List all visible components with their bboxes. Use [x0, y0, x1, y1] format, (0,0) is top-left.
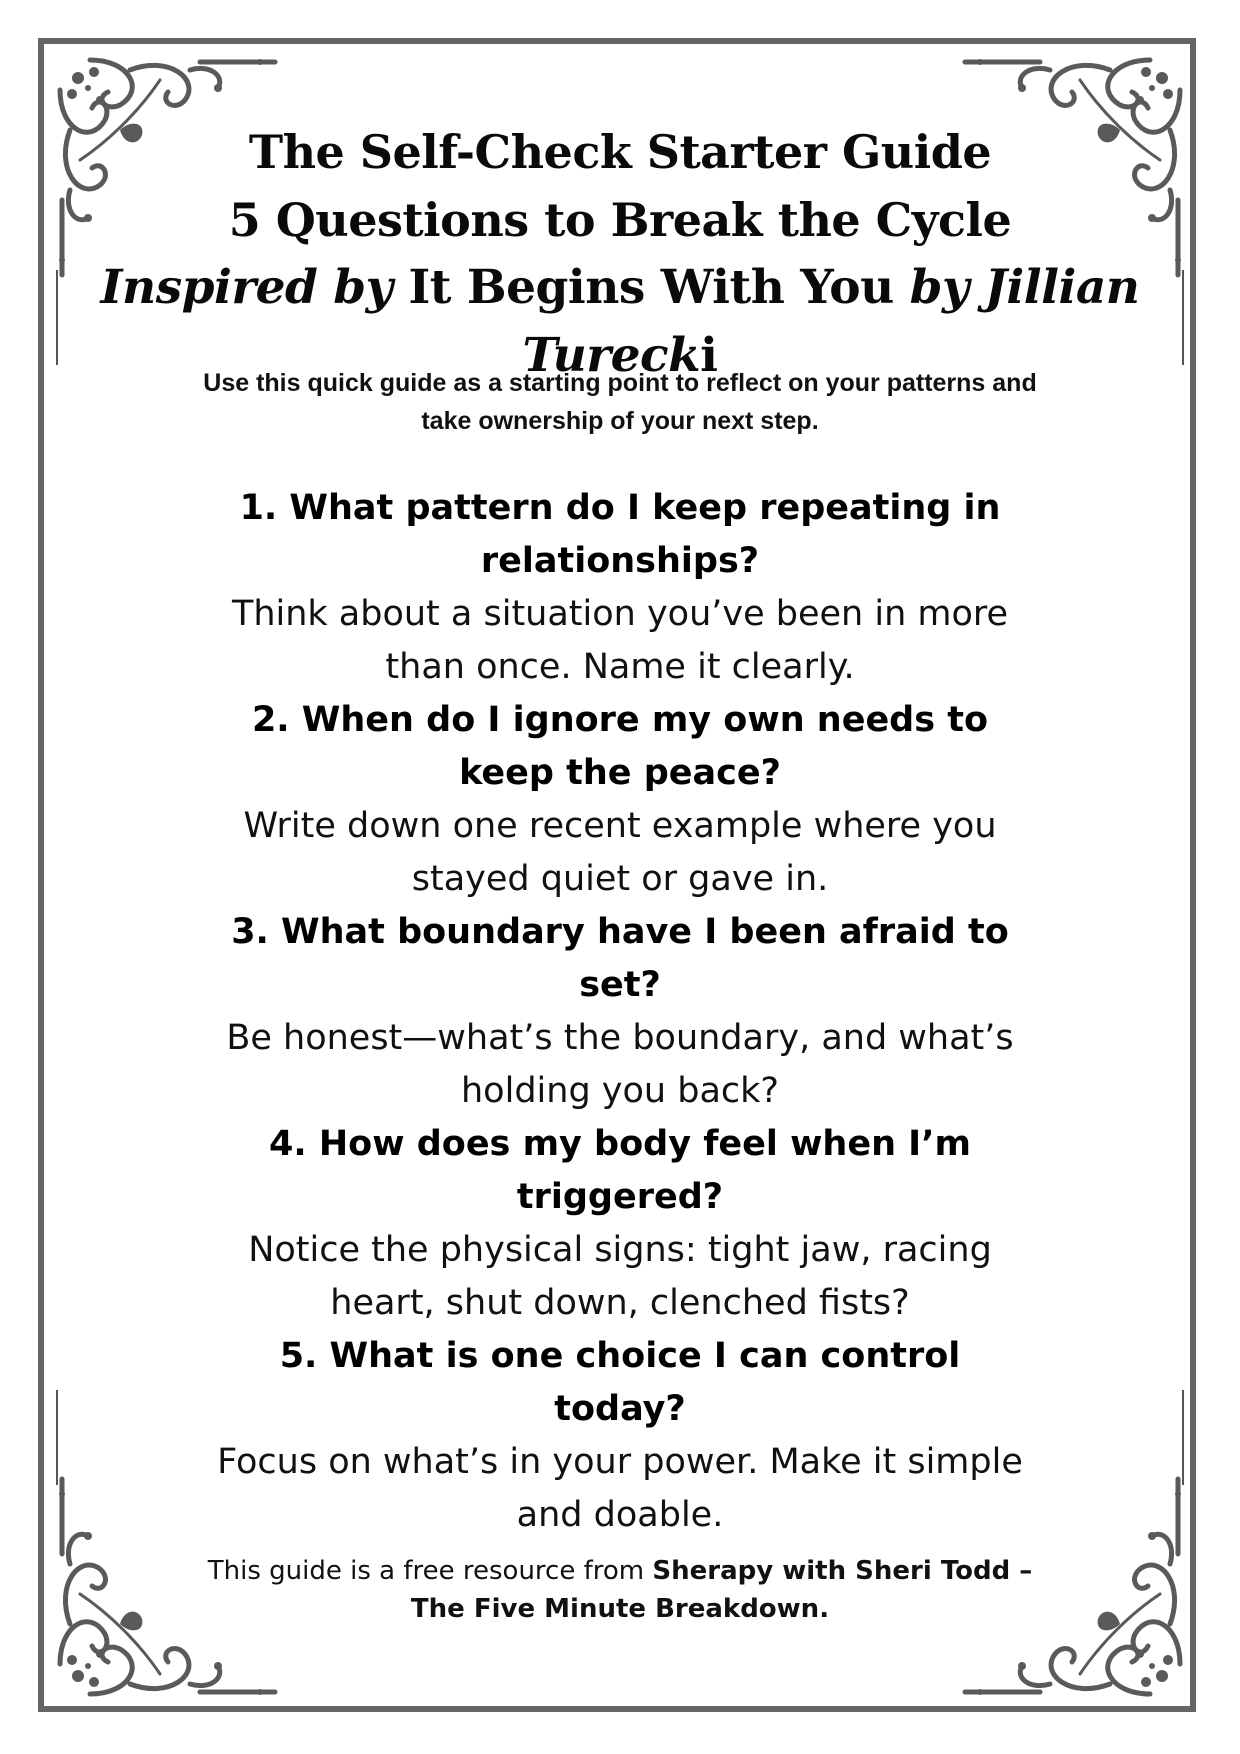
- question-item: [190, 482, 1050, 694]
- page-subtitle: 5 Questions to Break the Cycle: [228, 193, 1012, 247]
- question-title: 5. What is one choice I can control today?: [279, 1336, 961, 1429]
- question-item: [190, 694, 1050, 906]
- credit-book-title: It Begins With You: [408, 260, 894, 315]
- question-body: Be honest—what’s the boundary, and what’s holding you back?: [226, 1018, 1014, 1111]
- question-title: 1. What pattern do I keep repeating in relationships?: [239, 488, 1001, 581]
- question-title: 3. What boundary have I been afraid to set?: [231, 912, 1009, 1005]
- footer-credit: [190, 1552, 1050, 1628]
- question-item: [190, 1330, 1050, 1542]
- side-divider-left-bottom: [56, 1390, 58, 1485]
- question-title: 2. When do I ignore my own needs to keep the peace?: [251, 700, 989, 793]
- question-title: 4. How does my body feel when I’m triggered?: [269, 1124, 971, 1217]
- footer-prefix: This guide is a free resource from: [207, 1556, 653, 1586]
- question-body: Notice the physical signs: tight jaw, racing heart, shut down, clenched fists?: [248, 1230, 992, 1323]
- side-divider-right-bottom: [1182, 1390, 1184, 1485]
- question-body: Write down one recent example where you stayed quiet or gave in.: [243, 806, 997, 899]
- credit-author: by Jillian Tureck: [522, 260, 1140, 383]
- credit-inspired-by: Inspired by: [100, 260, 393, 315]
- question-body: Think about a situation you’ve been in more than once. Name it clearly.: [231, 594, 1009, 687]
- page-title: The Self-Check Starter Guide: [248, 125, 992, 179]
- credit-author-suffix: i: [700, 328, 718, 383]
- question-item: [190, 1118, 1050, 1330]
- question-item: [190, 906, 1050, 1118]
- question-body: Focus on what’s in your power. Make it simple and doable.: [217, 1442, 1023, 1535]
- footer-source: Sherapy with Sheri Todd – The Five Minute Breakdown.: [410, 1556, 1033, 1624]
- intro-text: Use this quick guide as a starting point to reflect on your patterns and take ownership of your next step.: [203, 369, 1037, 435]
- page-title-block: [0, 118, 1240, 390]
- questions-list: [190, 482, 1050, 1542]
